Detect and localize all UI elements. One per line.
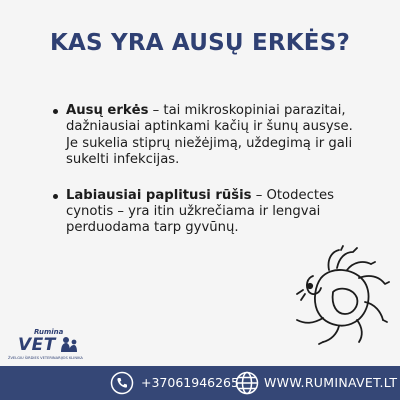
logo-name: Rumina [34, 328, 64, 336]
brand-logo [6, 328, 83, 368]
list-item [55, 103, 360, 169]
bullet-term: Ausų erkės [66, 103, 149, 118]
bullet-dot [53, 109, 58, 114]
logo-brand: VET [18, 335, 56, 355]
phone-link[interactable]: +37061946265 [141, 375, 239, 390]
info-list [55, 103, 360, 256]
footer-bar [0, 366, 400, 400]
globe-icon[interactable] [235, 371, 259, 395]
bullet-dot [53, 194, 58, 199]
list-item [55, 188, 360, 237]
tick-illustration [283, 240, 393, 345]
page-title: KAS YRA AUSŲ ERKĖS? [49, 30, 351, 56]
website-link[interactable]: WWW.RUMINAVET.LT [264, 375, 398, 390]
bullet-text: – tai mikroskopiniai parazitai, dažniausiai aptinkami kačių ir šunų ausyse. Je sukelia stiprų niežėjimą, uždegimą ir gali sukelti infekcijas. [66, 103, 353, 168]
bullet-term: Labiausiai paplitusi rūšis [66, 187, 252, 203]
bullet-text: – Otodectes cynotis – yra itin užkrečiama ir lengvai perduodama tarp gyvūnų. [66, 187, 335, 236]
logo-subtitle: ŽVELGIU ŠIRDIES VETERINARIJOS KLINIKA [8, 356, 83, 360]
phone-icon[interactable] [110, 371, 134, 395]
pets-icon [58, 334, 78, 354]
